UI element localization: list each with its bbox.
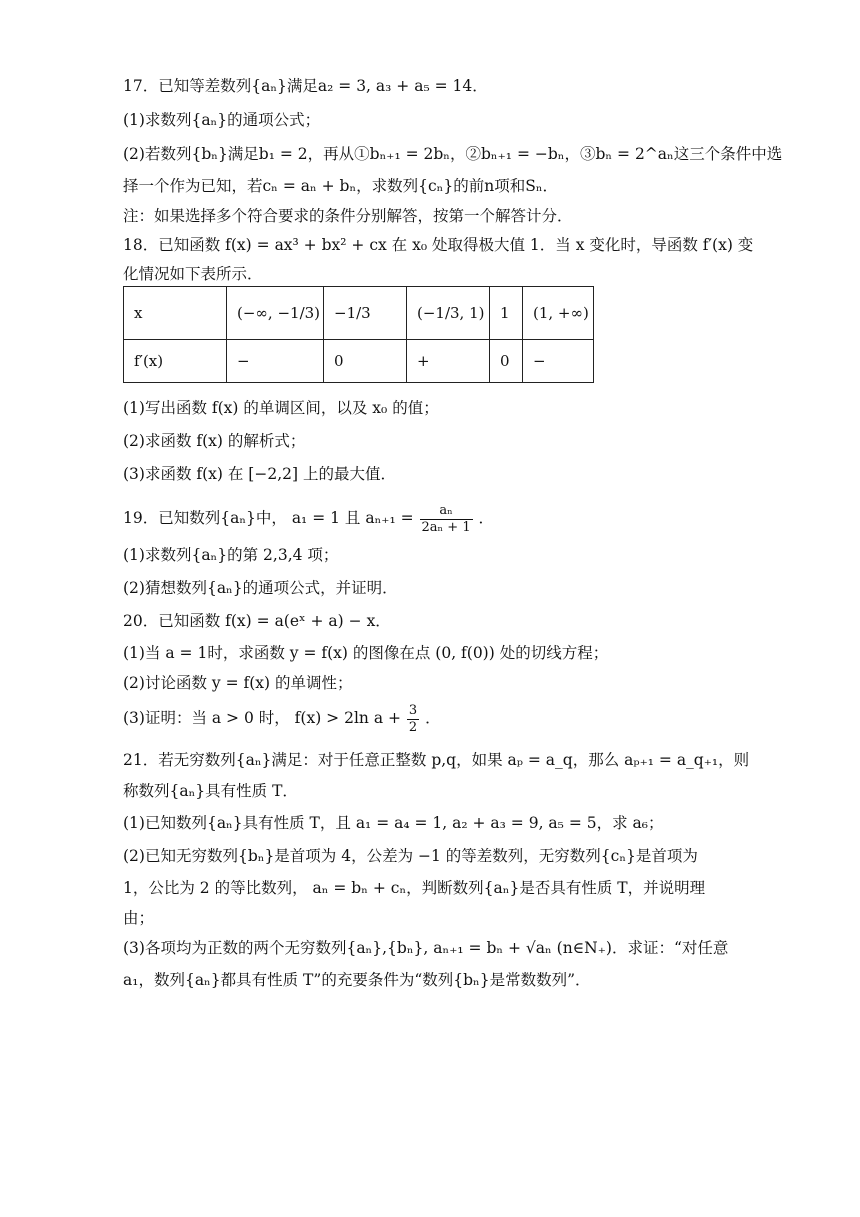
q21-part2-line2: 1，公比为 2 的等比数列， aₙ = bₙ + cₙ，判断数列{aₙ}是否具有性质 T，并说明理: [123, 879, 706, 897]
fraction-denominator: 2: [408, 719, 418, 735]
q18-part1: (1)写出函数 f(x) 的单调区间，以及 x₀ 的值；: [123, 399, 439, 417]
table-cell: +: [407, 340, 490, 383]
fraction-denominator: 2aₙ + 1: [421, 519, 471, 535]
table-cell: 1: [490, 287, 523, 340]
q17-part2-line1: (2)若数列{bₙ}满足b₁ = 2，再从①bₙ₊₁ = 2bₙ，②bₙ₊₁ = −bₙ，③bₙ = 2^aₙ这三个条件中选: [123, 145, 783, 163]
q17-note: 注：如果选择多个符合要求的条件分别解答，按第一个解答计分．: [123, 207, 573, 225]
q17-part1: (1)求数列{aₙ}的通项公式；: [123, 111, 321, 129]
q20-stem: 20．已知函数 f(x) = a(eˣ + a) − x．: [123, 612, 391, 630]
table-cell: (1, +∞): [523, 287, 594, 340]
q21-part3-line1: (3)各项均为正数的两个无穷数列{aₙ},{bₙ}, aₙ₊₁ = bₙ + √aₙ (n∈N₊)．求证：“对任意: [123, 939, 729, 957]
q18-stem-line2: 化情况如下表所示．: [123, 265, 263, 283]
q18-stem-line1: 18．已知函数 f(x) = ax³ + bx² + cx 在 x₀ 处取得极大值 1．当 x 变化时，导函数 f′(x) 变: [123, 236, 754, 254]
table-cell: x: [124, 287, 227, 340]
three-halves-fraction: [407, 703, 419, 736]
q19-stem-end: ．: [478, 509, 495, 527]
table-cell: f′(x): [124, 340, 227, 383]
q19-stem: [123, 500, 494, 536]
q21-part2-line1: (2)已知无穷数列{bₙ}是首项为 4，公差为 −1 的等差数列，无穷数列{cₙ}是首项为: [123, 847, 698, 865]
table-row: [124, 287, 594, 340]
table-cell: −: [227, 340, 324, 383]
fraction-numerator: aₙ: [420, 503, 473, 520]
q17-stem: 17．已知等差数列{aₙ}满足a₂ = 3, a₃ + a₅ = 14．: [123, 77, 488, 95]
q19-part1: (1)求数列{aₙ}的第 2,3,4 项；: [123, 546, 339, 564]
table-cell: 0: [490, 340, 523, 383]
q20-part2: (2)讨论函数 y = f(x) 的单调性；: [123, 674, 353, 692]
q17-part2-line2: 择一个作为已知，若cₙ = aₙ + bₙ，求数列{cₙ}的前n项和Sₙ．: [123, 177, 559, 195]
q20-part3-end: ．: [425, 709, 441, 727]
q20-part3: [123, 700, 441, 736]
q21-part2-line3: 由；: [123, 909, 155, 927]
recurrence-fraction: [420, 503, 473, 536]
q21-stem-line1: 21．若无穷数列{aₙ}满足：对于任意正整数 p,q，如果 aₚ = a_q，那么 aₚ₊₁ = a_q₊₁，则: [123, 751, 750, 769]
table-cell: (−∞, −1/3): [227, 287, 324, 340]
table-cell: −1/3: [324, 287, 407, 340]
table-cell: 0: [324, 340, 407, 383]
q21-part1: (1)已知数列{aₙ}具有性质 T，且 a₁ = a₄ = 1, a₂ + a₃ = 9, a₅ = 5，求 a₆；: [123, 814, 664, 832]
fraction-numerator: 3: [408, 702, 418, 718]
table-cell: (−1/3, 1): [407, 287, 490, 340]
q19-part2: (2)猜想数列{aₙ}的通项公式，并证明．: [123, 579, 398, 597]
table-row: [124, 340, 594, 383]
q20-part3-text: (3)证明：当 a > 0 时， f(x) > 2ln a +: [123, 709, 401, 727]
q21-part3-line2: a₁，数列{aₙ}都具有性质 T”的充要条件为“数列{bₙ}是常数数列”．: [123, 971, 591, 989]
derivative-sign-table: [123, 286, 594, 383]
q18-part2: (2)求函数 f(x) 的解析式；: [123, 432, 306, 450]
table-cell: −: [523, 340, 594, 383]
q20-part1: (1)当 a = 1时，求函数 y = f(x) 的图像在点 (0, f(0)) 处的切线方程；: [123, 644, 609, 662]
q18-part3: (3)求函数 f(x) 在 [−2,2] 上的最大值．: [123, 465, 396, 483]
q19-stem-text: 19．已知数列{aₙ}中， a₁ = 1 且 aₙ₊₁ =: [123, 509, 414, 527]
q21-stem-line2: 称数列{aₙ}具有性质 T．: [123, 782, 298, 800]
